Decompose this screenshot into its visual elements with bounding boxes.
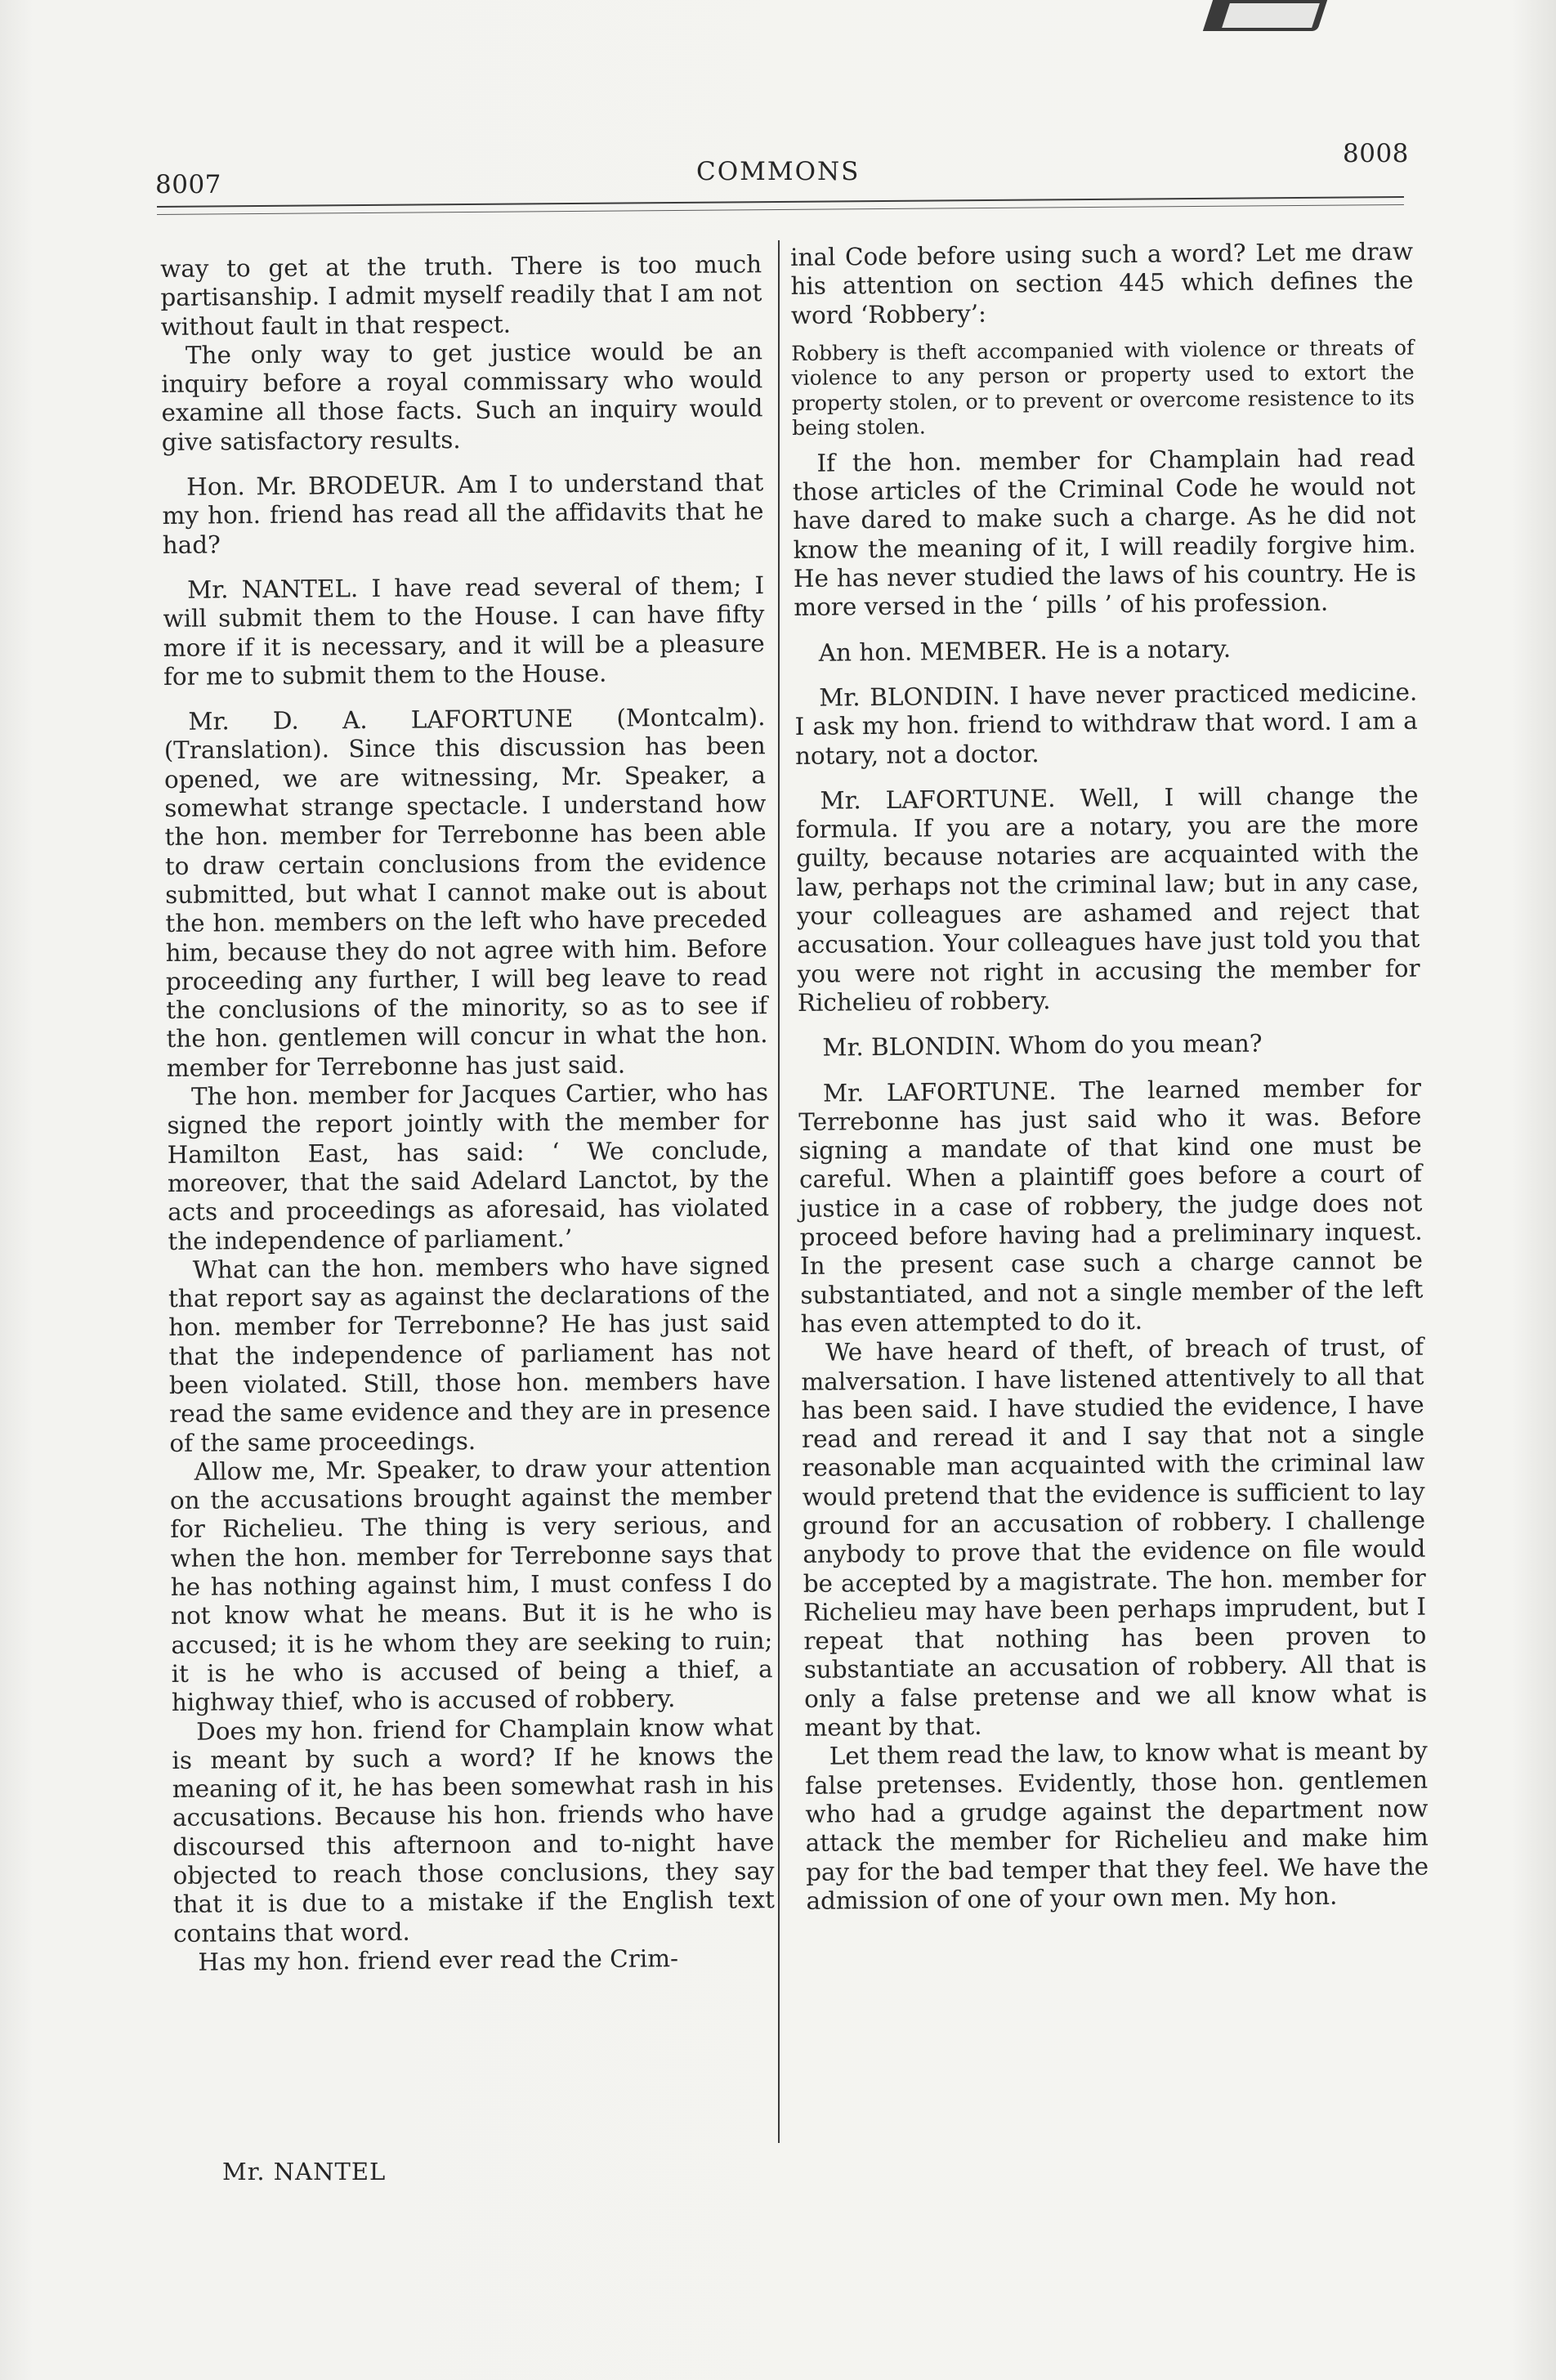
left-paragraph-2: The only way to get justice would be an inquiry before a royal commissary who would examine all those facts. Such an inquiry would give satisfactory results. [161,337,763,456]
left-paragraph-crim: Has my hon. friend ever read the Crim- [198,1944,679,1976]
right-paragraph-lafortune-2: Mr. LAFORTUNE. The learned member for Terrebonne has just said who it was. Before signing a mandate of that kind one must be careful. When a plaintiff goes before a court of justice in a case of robbery, the judge does not proceed before having had a preliminary inquest. In the present case such a charge cannot be substantiated, and not a single member of the left has even attempted to do it. [798,1073,1424,1338]
right-paragraph-1: inal Code before using such a word? Let me draw his attention on section 445 which defines the word ‘Robbery’: [790,237,1414,329]
robbery-definition-quote: Robbery is theft accompanied with violence or threats of violence to any person or property used to extort the property stolen, or to prevent or overcome resistence to its being stolen. [791,335,1415,441]
left-paragraph-brodeur: Hon. Mr. BRODEUR. Am I to understand that my hon. friend has read all the affidavits that he had? [162,468,764,559]
left-column [160,250,775,1977]
left-paragraph-nantel: Mr. NANTEL. I have read several of them; I will submit them to the House. I can have fifty more if it is necessary, and it will be a pleasure for me to submit them to the House. [163,571,765,691]
left-paragraph-1: way to get at the truth. There is too much partisanship. I admit myself readily that I am not without fault in that respect. [160,250,762,341]
right-paragraph-blondin-1: Mr. BLONDIN. I have never practiced medicine. I ask my hon. friend to withdraw that word. I am a notary, not a doctor. [794,678,1418,770]
right-paragraph-blondin-2: Mr. BLONDIN. Whom do you mean? [822,1029,1263,1062]
right-column [790,237,1429,1916]
right-paragraph-member: An hon. MEMBER. He is a notary. [818,634,1232,667]
page-corner-tab-highlight [1222,3,1320,28]
right-paragraph-theft: We have heard of theft, of breach of trust, of malversation. I have listened attentively to all that has been said. I have studied the evidence, I have read and reread it and I say that not a single reasonable man acquainted with the criminal law would pretend that the evidence is sufficient to lay ground for an accusation of robbery. I challenge anybody to prove that the evidence on file would be accepted by a magistrate. The hon. member for Richelieu may have been perhaps imprudent, but I repeat that nothing has been proven to substantiate an accusation of robbery. All that is only a false pretense and we all know what is meant by that. [801,1332,1428,1742]
running-head: COMMONS [696,157,861,186]
column-divider [778,240,780,2143]
page-number-right: 8008 [1343,139,1409,168]
left-paragraph-declarations: What can the hon. members who have signed that report say as against the declarations of the hon. member for Terrebonne? He has just said that the independence of parliament has not been violated. Still, those hon. members have read the same evidence and they are in presence of the same proceedings. [168,1250,771,1457]
page-number-left: 8007 [155,170,221,199]
footer-catchword: Mr. NANTEL [222,2158,387,2185]
right-paragraph-champlain: If the hon. member for Champlain had read those articles of the Criminal Code he would not have dared to make such a charge. As he did not know the meaning of it, I will readily forgive him. He has never studied the laws of his country. He is more versed in the ‘ pills ’ of his profession. [792,443,1417,622]
left-paragraph-lafortune: Mr. D. A. LAFORTUNE (Montcalm). (Translation). Since this discussion has been opened, we are witnessing, Mr. Speaker, a somewhat strange spectacle. I understand how the hon. member for Terrebonne has been able to draw certain conclusions from the evidence submitted, but what I cannot make out is about the hon. members on the left who have preceded him, because they do not agree with him. Before proceeding any further, I will beg leave to read the conclusions of the minority, so as to see if the hon. gentlemen will concur in what the hon. member for Terrebonne has just said. [163,703,768,1082]
right-paragraph-lafortune-1: Mr. LAFORTUNE. Well, I will change the formula. If you are a notary, you are the more guilty, because notaries are acquainted with the law, perhaps not the criminal law; but in any case, your colleagues are ashamed and reject that accusation. Your colleagues have just told you that you were not right in accusing the member for Richelieu of robbery. [795,781,1420,1017]
right-paragraph-read-law: Let them read the law, to know what is meant by false pretenses. Evidently, those hon. gentlemen who had a grudge against the department now attack the member for Richelieu and make him pay for the bad temper that they feel. We have the admission of one of your own men. My hon. [804,1736,1429,1915]
left-paragraph-jacques-cartier: The hon. member for Jacques Cartier, who has signed the report jointly with the member for Hamilton East, has said: ‘ We conclude, moreover, that the said Adelard Lanctot, by the acts and proceedings as aforesaid, has violated the independence of parliament.’ [167,1078,770,1255]
left-paragraph-champlain: Does my hon. friend for Champlain know what is meant by such a word? If he knows the meaning of it, he has been somewhat rash in his accusations. Because his hon. friends who have discoursed this afternoon and to-night have objected to reach those conclusions, they say that it is due to a mistake if the English text contains that word. [172,1712,775,1948]
left-paragraph-accusations: Allow me, Mr. Speaker, to draw your attention on the accusations brought against the member for Richelieu. The thing is very serious, and when the hon. member for Terrebonne says that he has nothing against him, I must confess I do not know what he means. But it is he who is accused; it is he whom they are seeking to ruin; it is he who is accused of being a thief, a highway thief, who is accused of robbery. [169,1453,773,1717]
